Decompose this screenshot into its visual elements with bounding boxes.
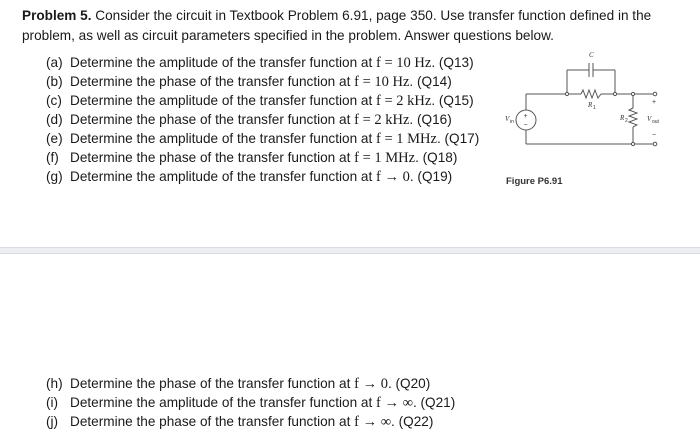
question-ref: . (Q17) <box>436 131 480 146</box>
question-math: f = 1 MHz <box>376 131 437 147</box>
question-letter: (j) <box>46 414 59 429</box>
resistor1-label: R <box>588 101 593 109</box>
question-text: Determine the phase of the transfer function at <box>70 112 355 127</box>
vin-subscript: in <box>510 119 514 125</box>
question-item <box>46 91 479 110</box>
question-math: f → ∞ <box>376 395 413 411</box>
question-letter: (d) <box>46 112 63 127</box>
question-letter: (g) <box>46 169 63 184</box>
question-letter: (e) <box>46 131 63 146</box>
question-math: f = 10 Hz <box>354 74 410 90</box>
question-item <box>46 393 455 412</box>
page-divider <box>0 247 700 254</box>
question-text: Determine the amplitude of the transfer function at <box>70 93 377 108</box>
problem-intro <box>22 6 682 46</box>
source-plus: + <box>523 113 528 120</box>
source-minus: − <box>523 122 528 129</box>
question-text: Determine the amplitude of the transfer function at <box>70 131 377 146</box>
resistor2-zigzag <box>629 108 637 127</box>
question-ref: . (Q16) <box>409 112 452 127</box>
capacitor-label: C <box>589 51 594 59</box>
vout-minus: − <box>652 132 657 139</box>
question-ref: . (Q15) <box>431 93 474 108</box>
question-math: f → 0 <box>376 169 410 185</box>
question-text: Determine the amplitude of the transfer function at <box>70 395 377 410</box>
question-text: Determine the amplitude of the transfer function at <box>70 169 377 184</box>
question-math: f = 10 Hz <box>376 55 432 71</box>
question-text: Determine the phase of the transfer function at <box>70 74 355 89</box>
resistor2-subscript: 2 <box>625 118 628 124</box>
vout-label: V <box>647 115 652 123</box>
question-math: f → ∞ <box>354 414 392 430</box>
question-letter: (a) <box>46 55 63 70</box>
question-item <box>46 110 479 129</box>
question-ref: . (Q18) <box>415 150 458 165</box>
node <box>613 92 616 95</box>
question-math: f = 2 kHz <box>376 93 432 109</box>
resistor2-label: R <box>620 114 625 122</box>
circuit-diagram <box>497 46 667 176</box>
question-math: f = 1 MHz <box>354 150 416 166</box>
question-item <box>46 129 479 148</box>
resistor1-zigzag <box>581 90 601 98</box>
output-terminal <box>653 142 657 146</box>
question-text: Determine the amplitude of the transfer function at <box>70 55 377 70</box>
question-list-bottom <box>46 374 455 431</box>
question-math: f = 2 kHz <box>354 112 410 128</box>
question-ref: . (Q21) <box>412 395 456 410</box>
question-letter: (h) <box>46 376 63 391</box>
resistor1-subscript: 1 <box>593 105 596 111</box>
output-terminal <box>653 92 657 96</box>
question-ref: . (Q22) <box>391 414 434 429</box>
question-item <box>46 412 455 431</box>
vout-plus: + <box>652 99 657 106</box>
node <box>631 92 634 95</box>
question-ref: . (Q13) <box>431 55 474 70</box>
question-ref: . (Q20) <box>387 376 431 391</box>
question-text: Determine the phase of the transfer function at <box>70 376 355 391</box>
problem-intro-text: Consider the circuit in Textbook Problem 6.91, page 350. Use transfer function defined in the problem, as well as circuit parameters specified in the problem. Answer questions below. <box>22 8 652 43</box>
question-text: Determine the phase of the transfer function at <box>70 150 355 165</box>
node <box>631 142 634 145</box>
problem-label: Problem 5. <box>22 8 92 23</box>
question-letter: (b) <box>46 74 63 89</box>
question-letter: (f) <box>46 150 59 165</box>
node <box>565 92 568 95</box>
question-ref: . (Q14) <box>409 74 452 89</box>
vout-subscript: out <box>652 119 659 125</box>
question-list-top <box>46 53 479 186</box>
question-letter: (c) <box>46 93 62 108</box>
question-ref: . (Q19) <box>409 169 453 184</box>
question-item <box>46 72 479 91</box>
vin-label: V <box>505 115 510 123</box>
question-item <box>46 167 479 186</box>
question-item <box>46 148 479 167</box>
figure-caption: Figure P6.91 <box>506 176 563 187</box>
question-math: f → 0 <box>354 376 388 392</box>
question-item <box>46 374 455 393</box>
question-text: Determine the phase of the transfer function at <box>70 414 355 429</box>
question-letter: (i) <box>46 395 59 410</box>
question-item <box>46 53 479 72</box>
